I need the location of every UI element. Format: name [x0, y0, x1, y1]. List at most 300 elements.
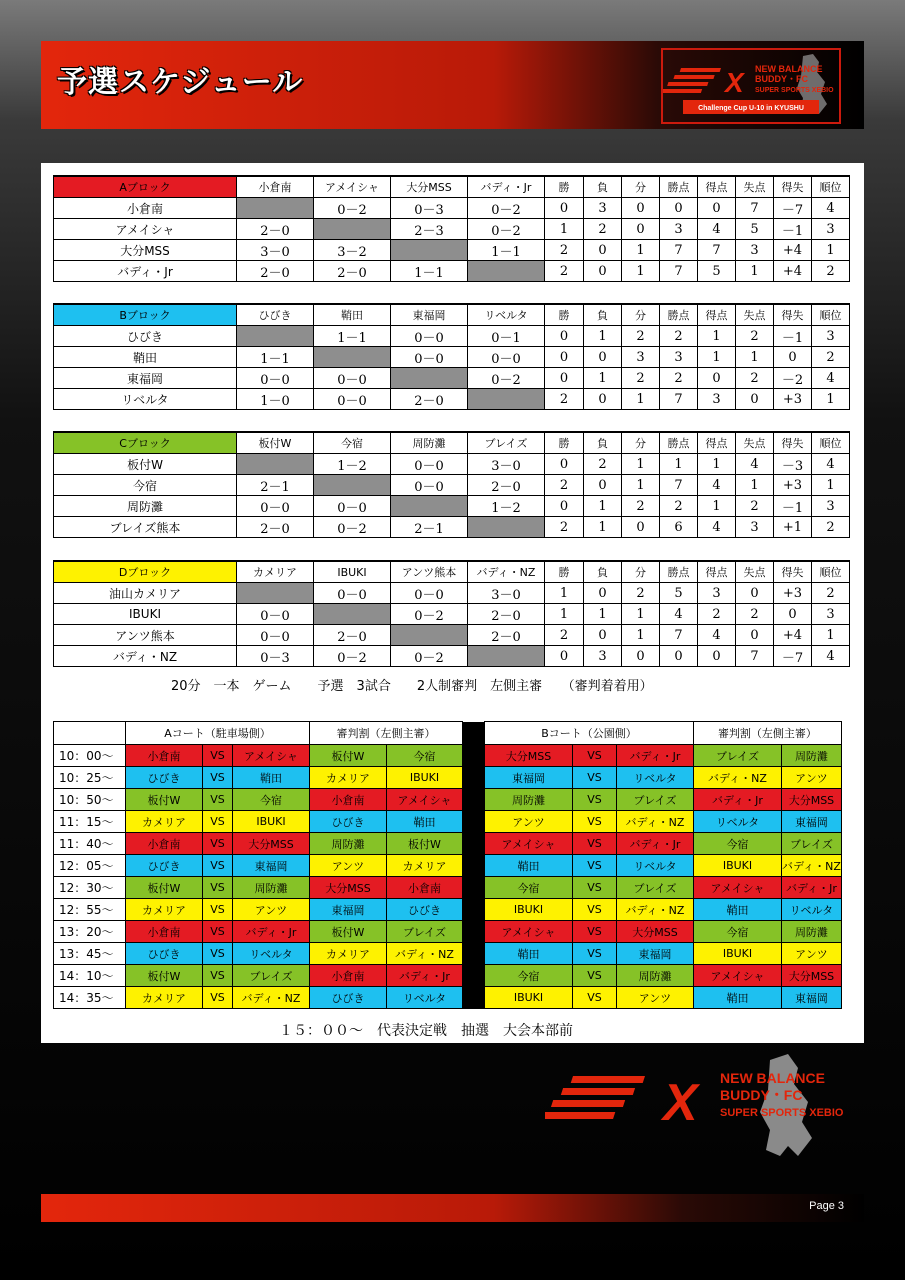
match-score: 0－0: [237, 496, 314, 517]
stat-value: 3: [584, 646, 622, 667]
stat-value: 1: [736, 261, 774, 282]
court-divider: [463, 921, 485, 943]
stat-value: 0: [698, 198, 736, 219]
match-score: 0－2: [391, 646, 468, 667]
court-divider: [463, 965, 485, 987]
block-title: Aブロック: [54, 176, 237, 198]
stat-header: 得失: [774, 432, 812, 454]
stat-value: 4: [698, 475, 736, 496]
team-name: アンツ熊本: [54, 625, 237, 646]
match-score: 0－2: [314, 198, 391, 219]
team-cell: ひびき: [126, 767, 203, 789]
team-cell: 今宿: [387, 745, 463, 767]
team-cell: 鞘田: [694, 987, 782, 1009]
stat-header: 得点: [698, 432, 736, 454]
stat-value: 2: [660, 496, 698, 517]
match-score: 3－0: [468, 583, 545, 604]
team-cell: 大分MSS: [617, 921, 694, 943]
vs-label: VS: [573, 833, 617, 855]
stat-value: 0: [584, 240, 622, 261]
team-cell: 今宿: [485, 877, 573, 899]
self-match-cell: [237, 198, 314, 219]
team-cell: 周防灘: [782, 921, 842, 943]
team-cell: バディ・Jr: [387, 965, 463, 987]
court-b-header: Bコート（公園側）: [485, 722, 694, 745]
svg-text:X: X: [663, 1074, 698, 1132]
stat-value: 3: [812, 326, 850, 347]
team-header: 周防灘: [391, 432, 468, 454]
brand-logo-graphic: [545, 1050, 865, 1180]
stat-value: 2: [812, 347, 850, 368]
team-name: バディ・Jr: [54, 261, 237, 282]
stat-value: 2: [736, 496, 774, 517]
stat-value: 1: [698, 496, 736, 517]
team-header: バディ・Jr: [468, 176, 545, 198]
team-cell: アメイシャ: [485, 833, 573, 855]
court-a-referee-header: 審判割（左側主審）: [310, 722, 463, 745]
schedule-sheet: [41, 163, 864, 1043]
team-cell: アメイシャ: [387, 789, 463, 811]
table-row: [54, 454, 850, 475]
stat-value: +4: [774, 240, 812, 261]
court-divider: [463, 943, 485, 965]
stat-value: 4: [812, 198, 850, 219]
stat-value: 7: [736, 198, 774, 219]
team-cell: アメイシャ: [485, 921, 573, 943]
team-name: 大分MSS: [54, 240, 237, 261]
stat-value: 3: [812, 219, 850, 240]
stat-value: 0: [545, 198, 584, 219]
court-a-header: Aコート（駐車場側）: [126, 722, 310, 745]
team-cell: 周防灘: [485, 789, 573, 811]
vs-label: VS: [573, 855, 617, 877]
team-cell: 板付W: [126, 789, 203, 811]
team-cell: ブレイズ: [694, 745, 782, 767]
stat-header: 順位: [812, 561, 850, 583]
court-divider: [463, 767, 485, 789]
vs-label: VS: [203, 767, 233, 789]
stat-value: 2: [736, 368, 774, 389]
match-score: 3－2: [314, 240, 391, 261]
self-match-cell: [314, 219, 391, 240]
match-time: 13：20～: [54, 921, 126, 943]
team-cell: バディ・Jr: [617, 745, 694, 767]
team-cell: 今宿: [694, 921, 782, 943]
svg-text:BUDDY・FC: BUDDY・FC: [755, 74, 808, 84]
stat-value: 2: [545, 625, 584, 646]
schedule-table: [53, 721, 842, 1009]
stat-value: 2: [622, 326, 660, 347]
team-cell: 東福岡: [233, 855, 310, 877]
stat-header: 勝点: [660, 304, 698, 326]
team-cell: アメイシャ: [233, 745, 310, 767]
stat-value: +3: [774, 475, 812, 496]
table-row: [54, 517, 850, 538]
stat-header: 順位: [812, 432, 850, 454]
match-score: 2－3: [391, 219, 468, 240]
team-cell: バディ・Jr: [782, 877, 842, 899]
stat-header: 順位: [812, 304, 850, 326]
match-time: 12：55～: [54, 899, 126, 921]
team-cell: ひびき: [126, 943, 203, 965]
stat-value: 0: [584, 475, 622, 496]
page-number: Page 3: [809, 1200, 844, 1212]
team-cell: 小倉南: [126, 745, 203, 767]
stat-header: 分: [622, 561, 660, 583]
team-name: ひびき: [54, 326, 237, 347]
stat-value: 1: [584, 496, 622, 517]
team-name: 周防灘: [54, 496, 237, 517]
match-score: 3－0: [468, 454, 545, 475]
team-cell: 大分MSS: [485, 745, 573, 767]
stat-value: 2: [584, 219, 622, 240]
stat-value: －2: [774, 368, 812, 389]
stat-value: 1: [698, 454, 736, 475]
team-cell: 鞘田: [387, 811, 463, 833]
match-score: 0－2: [391, 604, 468, 625]
team-cell: 板付W: [126, 965, 203, 987]
team-cell: ひびき: [387, 899, 463, 921]
vs-label: VS: [573, 811, 617, 833]
stat-value: 0: [622, 198, 660, 219]
stat-value: +3: [774, 583, 812, 604]
vs-label: VS: [573, 789, 617, 811]
team-cell: カメリア: [310, 767, 387, 789]
standings-table: [53, 303, 850, 410]
team-cell: 今宿: [485, 965, 573, 987]
team-header: リベルタ: [468, 304, 545, 326]
team-cell: カメリア: [126, 987, 203, 1009]
team-cell: ひびき: [126, 855, 203, 877]
self-match-cell: [237, 583, 314, 604]
self-match-cell: [391, 625, 468, 646]
team-cell: 東福岡: [485, 767, 573, 789]
match-score: 2－0: [314, 261, 391, 282]
team-cell: アンツ: [310, 855, 387, 877]
stat-header: 勝: [545, 176, 584, 198]
team-name: 板付W: [54, 454, 237, 475]
stat-value: 0: [584, 261, 622, 282]
table-row: [54, 475, 850, 496]
team-cell: リベルタ: [617, 855, 694, 877]
team-name: ブレイズ熊本: [54, 517, 237, 538]
table-row: [54, 583, 850, 604]
match-score: 1－2: [468, 496, 545, 517]
team-cell: リベルタ: [694, 811, 782, 833]
stat-header: 負: [584, 304, 622, 326]
match-score: 1－1: [468, 240, 545, 261]
rules-note: 20分 一本 ゲーム 予選 3試合 2人制審判 左側主審 （審判着着用）: [171, 679, 653, 694]
stat-value: 0: [584, 583, 622, 604]
stat-value: 4: [736, 454, 774, 475]
team-cell: 板付W: [126, 877, 203, 899]
stat-value: 3: [812, 496, 850, 517]
schedule-row: [54, 943, 842, 965]
stat-value: 2: [812, 261, 850, 282]
stat-value: －7: [774, 198, 812, 219]
stat-value: －1: [774, 219, 812, 240]
table-row: [54, 347, 850, 368]
schedule-row: [54, 899, 842, 921]
match-time: 10：25～: [54, 767, 126, 789]
svg-text:Challenge Cup U-10 in KYUSHU: Challenge Cup U-10 in KYUSHU: [698, 105, 804, 112]
stat-header: 分: [622, 432, 660, 454]
stat-value: 5: [698, 261, 736, 282]
team-cell: アンツ: [617, 987, 694, 1009]
match-score: 0－3: [237, 646, 314, 667]
stat-value: +4: [774, 261, 812, 282]
stat-header: 失点: [736, 561, 774, 583]
stat-value: 1: [736, 475, 774, 496]
stat-value: 1: [622, 625, 660, 646]
match-time: 10：50～: [54, 789, 126, 811]
table-row: [54, 646, 850, 667]
match-score: 2－0: [468, 604, 545, 625]
stat-value: －3: [774, 454, 812, 475]
match-score: 0－0: [391, 475, 468, 496]
stat-value: 7: [698, 240, 736, 261]
stat-value: 0: [736, 583, 774, 604]
stat-value: +3: [774, 389, 812, 410]
team-cell: 周防灘: [782, 745, 842, 767]
stat-value: 5: [736, 219, 774, 240]
stat-value: 5: [660, 583, 698, 604]
block-title: Dブロック: [54, 561, 237, 583]
team-cell: 周防灘: [233, 877, 310, 899]
match-score: 1－1: [391, 261, 468, 282]
team-cell: リベルタ: [782, 899, 842, 921]
match-score: 1－1: [237, 347, 314, 368]
team-name: 小倉南: [54, 198, 237, 219]
match-time: 13：45～: [54, 943, 126, 965]
stat-value: 0: [698, 646, 736, 667]
stat-header: 得点: [698, 561, 736, 583]
stat-value: 0: [698, 368, 736, 389]
team-cell: IBUKI: [694, 943, 782, 965]
self-match-cell: [468, 646, 545, 667]
team-cell: 大分MSS: [233, 833, 310, 855]
stat-header: 勝: [545, 432, 584, 454]
team-cell: 鞘田: [694, 899, 782, 921]
schedule-row: [54, 811, 842, 833]
stat-value: －1: [774, 326, 812, 347]
svg-text:NEW BALANCE: NEW BALANCE: [720, 1070, 825, 1086]
stat-value: 0: [545, 326, 584, 347]
team-name: アメイシャ: [54, 219, 237, 240]
team-cell: 周防灘: [310, 833, 387, 855]
stat-value: 2: [698, 604, 736, 625]
team-header: アメイシャ: [314, 176, 391, 198]
court-divider: [463, 899, 485, 921]
team-name: IBUKI: [54, 604, 237, 625]
team-cell: リベルタ: [387, 987, 463, 1009]
stat-value: 3: [660, 219, 698, 240]
vs-label: VS: [203, 921, 233, 943]
team-cell: ひびき: [310, 987, 387, 1009]
team-cell: バディ・Jr: [617, 833, 694, 855]
match-score: 0－1: [468, 326, 545, 347]
vs-label: VS: [203, 987, 233, 1009]
svg-text:X: X: [725, 67, 744, 98]
team-cell: 小倉南: [126, 921, 203, 943]
stat-value: 1: [698, 347, 736, 368]
team-cell: IBUKI: [485, 987, 573, 1009]
stat-value: 2: [622, 496, 660, 517]
self-match-cell: [468, 261, 545, 282]
schedule-row: [54, 921, 842, 943]
team-header: 板付W: [237, 432, 314, 454]
schedule-row: [54, 855, 842, 877]
logo-graphic: [663, 50, 839, 122]
match-score: 2－1: [237, 475, 314, 496]
stat-value: 0: [622, 517, 660, 538]
team-cell: 東福岡: [617, 943, 694, 965]
stat-value: 0: [660, 646, 698, 667]
stat-header: 得失: [774, 561, 812, 583]
stat-header: 得失: [774, 304, 812, 326]
stat-value: 2: [545, 240, 584, 261]
team-cell: 周防灘: [617, 965, 694, 987]
court-divider: [463, 722, 485, 745]
vs-label: VS: [203, 833, 233, 855]
match-score: 2－0: [391, 389, 468, 410]
team-cell: バディ・NZ: [782, 855, 842, 877]
stat-value: 7: [736, 646, 774, 667]
team-cell: ブレイズ: [233, 965, 310, 987]
table-row: [54, 368, 850, 389]
team-header: カメリア: [237, 561, 314, 583]
stat-value: 0: [545, 454, 584, 475]
team-name: リベルタ: [54, 389, 237, 410]
stat-value: 4: [698, 517, 736, 538]
standings-table: [53, 431, 850, 538]
team-cell: バディ・NZ: [387, 943, 463, 965]
stat-value: 4: [698, 625, 736, 646]
stat-value: －7: [774, 646, 812, 667]
vs-label: VS: [573, 921, 617, 943]
stat-header: 順位: [812, 176, 850, 198]
team-cell: IBUKI: [694, 855, 782, 877]
table-row: [54, 219, 850, 240]
table-row: [54, 496, 850, 517]
team-cell: 東福岡: [782, 987, 842, 1009]
self-match-cell: [468, 389, 545, 410]
stat-header: 勝: [545, 561, 584, 583]
team-header: ひびき: [237, 304, 314, 326]
self-match-cell: [237, 454, 314, 475]
match-score: 0－2: [468, 368, 545, 389]
block-title: Bブロック: [54, 304, 237, 326]
team-cell: アンツ: [782, 943, 842, 965]
title-bar: [41, 41, 864, 129]
svg-text:SUPER SPORTS XEBIO: SUPER SPORTS XEBIO: [755, 87, 834, 94]
match-score: 1－1: [314, 326, 391, 347]
match-score: 0－0: [314, 496, 391, 517]
stat-value: 1: [622, 261, 660, 282]
team-cell: 大分MSS: [310, 877, 387, 899]
match-score: 0－0: [468, 347, 545, 368]
match-score: 0－0: [391, 326, 468, 347]
stat-value: 0: [660, 198, 698, 219]
stat-value: 1: [622, 604, 660, 625]
match-score: 0－0: [237, 368, 314, 389]
match-score: 2－1: [391, 517, 468, 538]
schedule-row: [54, 965, 842, 987]
match-score: 2－0: [237, 261, 314, 282]
vs-label: VS: [573, 965, 617, 987]
stat-value: 2: [545, 475, 584, 496]
match-time: 11：15～: [54, 811, 126, 833]
match-score: 0－0: [237, 604, 314, 625]
team-cell: 鞘田: [485, 855, 573, 877]
page-title: 予選スケジュール: [57, 65, 304, 100]
vs-label: VS: [203, 789, 233, 811]
stat-header: 分: [622, 304, 660, 326]
team-cell: アンツ: [782, 767, 842, 789]
self-match-cell: [468, 517, 545, 538]
team-cell: 東福岡: [782, 811, 842, 833]
table-row: [54, 198, 850, 219]
stat-value: 1: [736, 347, 774, 368]
vs-label: VS: [203, 811, 233, 833]
footer-bar: [41, 1194, 864, 1222]
stat-header: 勝: [545, 304, 584, 326]
team-header: 小倉南: [237, 176, 314, 198]
stat-value: +4: [774, 625, 812, 646]
match-score: 0－2: [468, 198, 545, 219]
table-row: [54, 604, 850, 625]
stat-value: 2: [545, 517, 584, 538]
match-score: 0－0: [314, 583, 391, 604]
match-score: 1－2: [314, 454, 391, 475]
stat-value: 1: [660, 454, 698, 475]
team-cell: 大分MSS: [782, 789, 842, 811]
stat-value: 1: [812, 240, 850, 261]
team-name: バディ・NZ: [54, 646, 237, 667]
stat-value: 6: [660, 517, 698, 538]
team-cell: 今宿: [694, 833, 782, 855]
stat-value: 0: [584, 625, 622, 646]
stat-value: 3: [736, 517, 774, 538]
team-cell: 鞘田: [233, 767, 310, 789]
team-cell: IBUKI: [387, 767, 463, 789]
stat-value: 3: [736, 240, 774, 261]
stat-value: 2: [660, 326, 698, 347]
self-match-cell: [237, 326, 314, 347]
stat-value: 7: [660, 240, 698, 261]
court-b-referee-header: 審判割（左側主審）: [694, 722, 842, 745]
vs-label: VS: [203, 965, 233, 987]
stat-value: －1: [774, 496, 812, 517]
vs-label: VS: [573, 987, 617, 1009]
team-cell: 小倉南: [126, 833, 203, 855]
team-header: アンツ熊本: [391, 561, 468, 583]
standings-table: [53, 175, 850, 282]
table-row: [54, 261, 850, 282]
match-time: 12：30～: [54, 877, 126, 899]
team-header: 鞘田: [314, 304, 391, 326]
stat-value: 1: [812, 625, 850, 646]
vs-label: VS: [203, 877, 233, 899]
team-cell: ブレイズ: [387, 921, 463, 943]
match-score: 2－0: [237, 219, 314, 240]
team-cell: バディ・Jr: [233, 921, 310, 943]
stat-value: 4: [660, 604, 698, 625]
stat-value: 1: [622, 475, 660, 496]
match-time: 10：00～: [54, 745, 126, 767]
stat-value: 0: [545, 368, 584, 389]
stat-value: 3: [660, 347, 698, 368]
